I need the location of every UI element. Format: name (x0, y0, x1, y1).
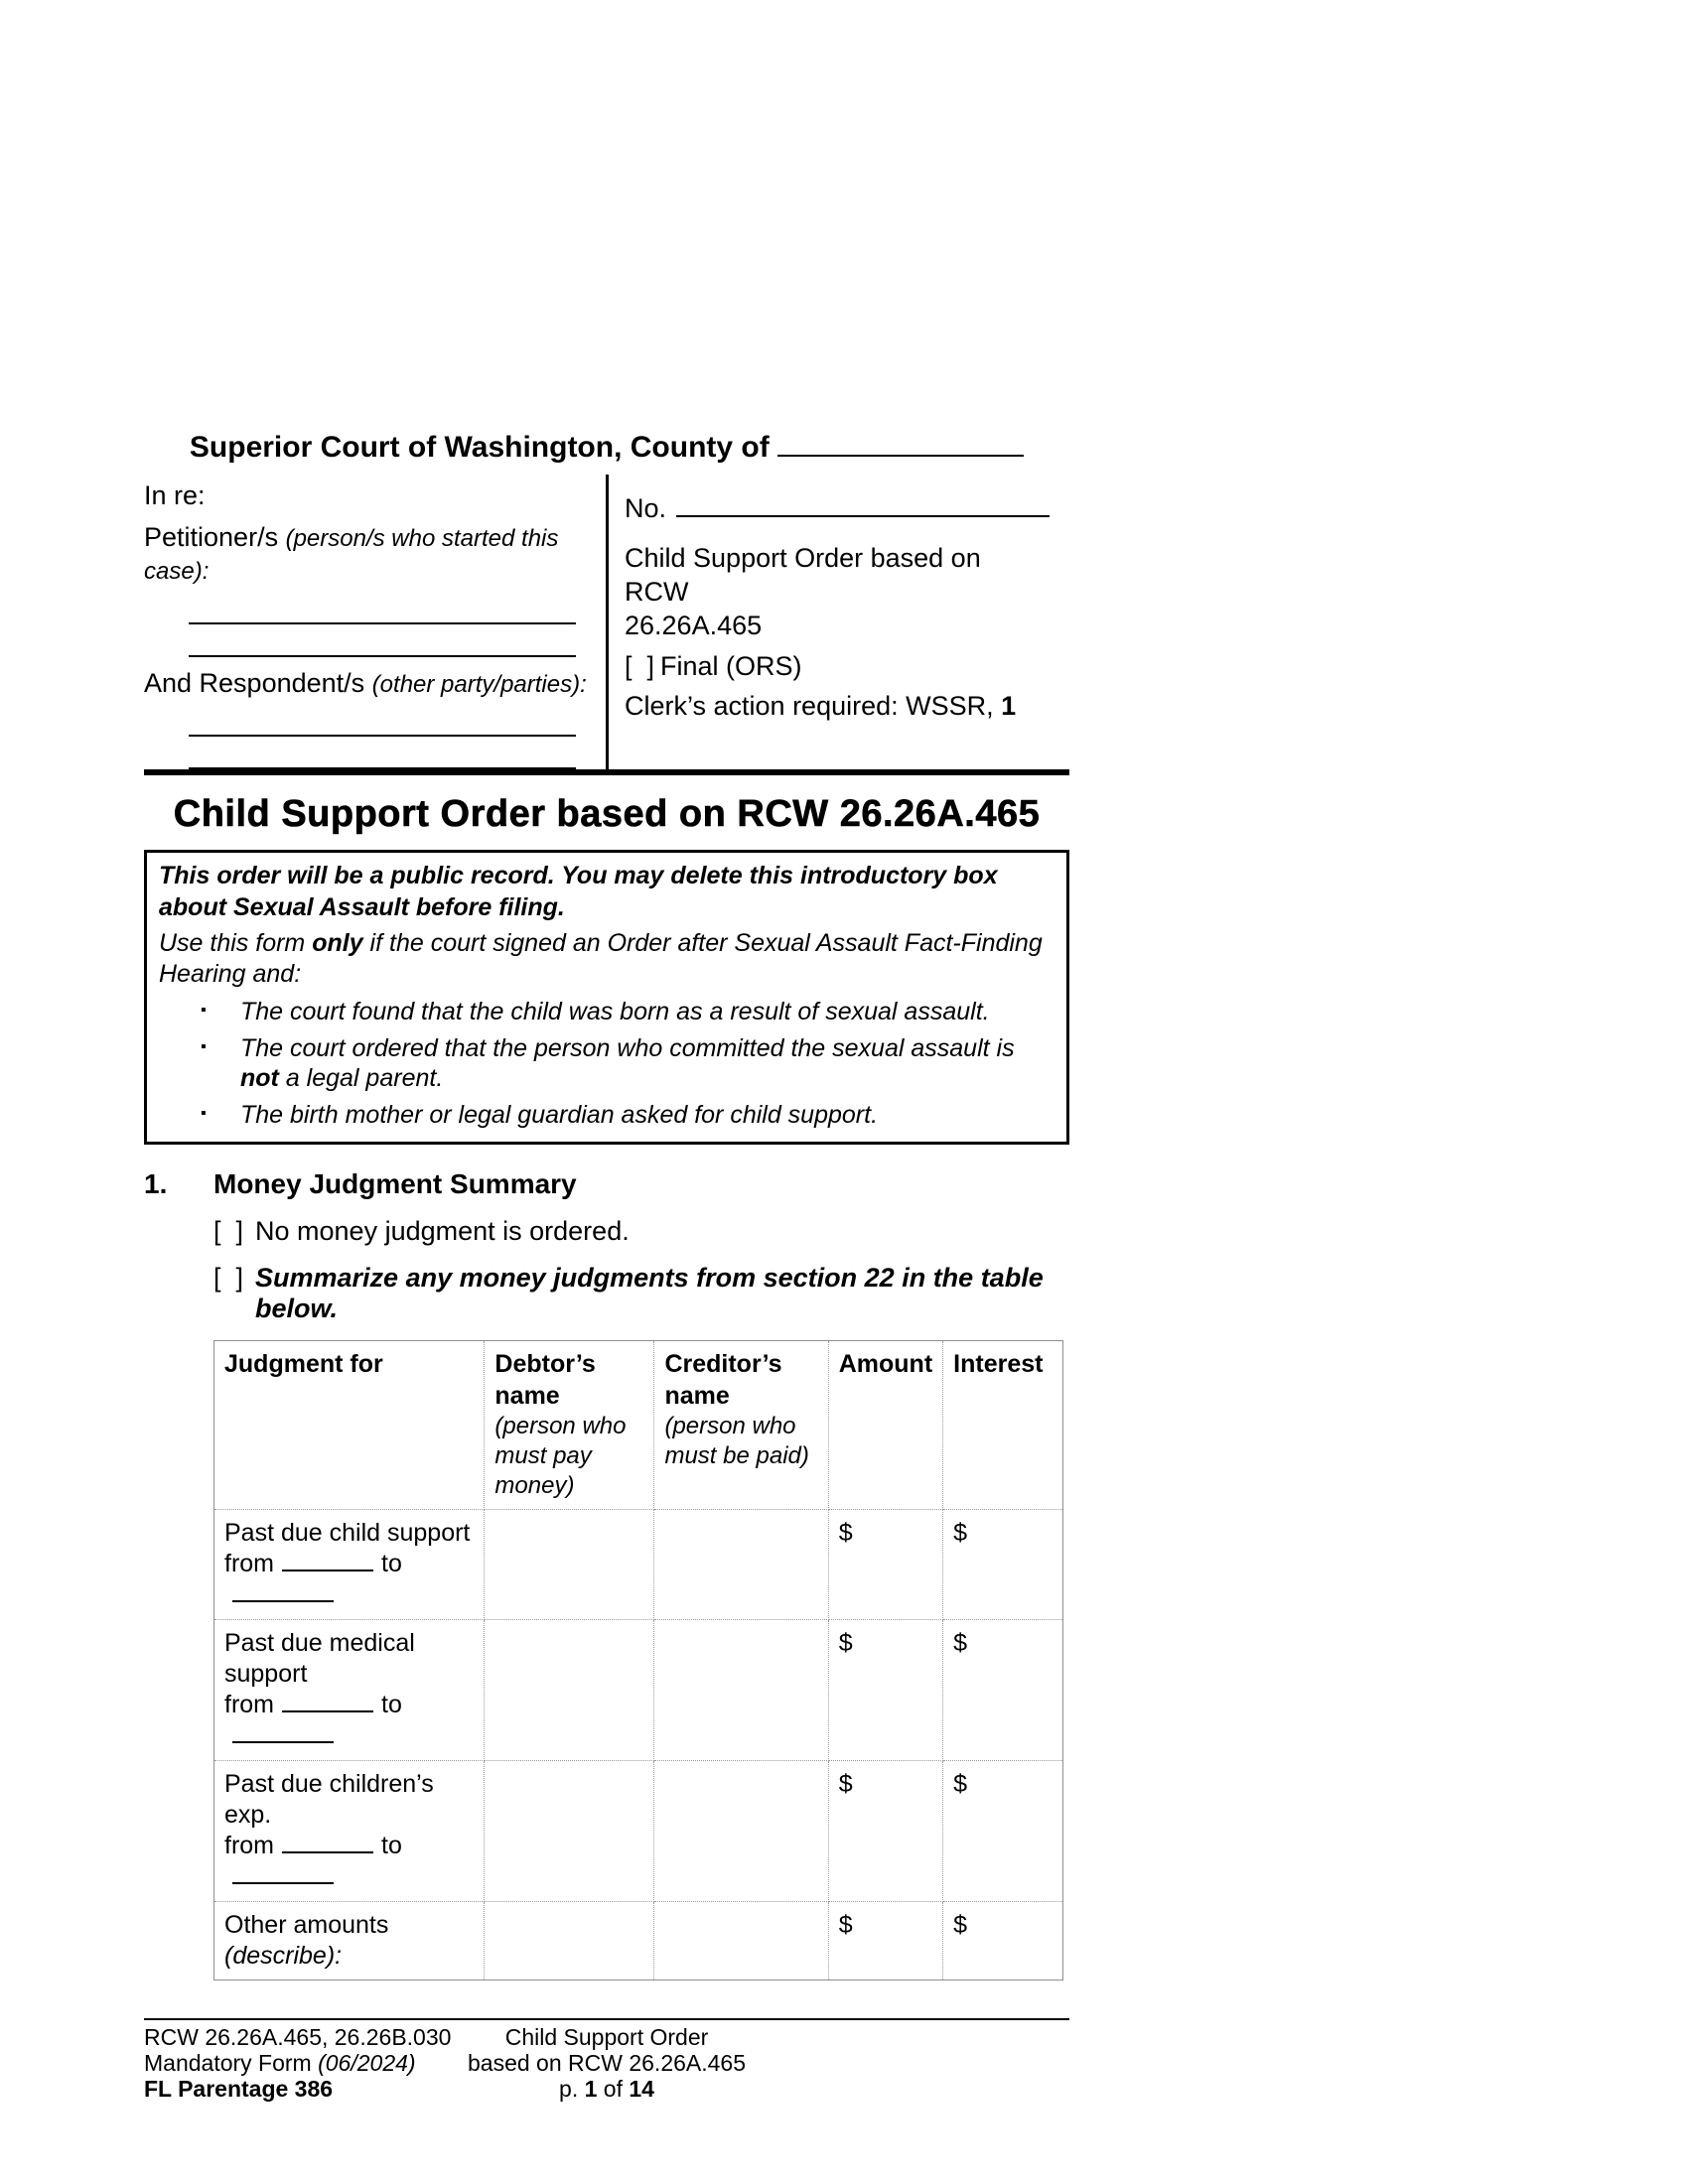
row-label-hint: (describe): (224, 1941, 343, 1970)
interest-cell: $ (943, 1901, 1063, 1980)
footer-form-date: (06/2024) (318, 2049, 416, 2076)
page-title: Child Support Order based on RCW 26.26A.465 (173, 793, 1041, 836)
intro-bullet-3-text (240, 1100, 878, 1130)
from-label: from (224, 1550, 274, 1578)
in-re-label: In re: (144, 480, 206, 510)
page-of-label: of (597, 2075, 630, 2102)
from-blank-line (282, 1832, 373, 1854)
to-blank-line (232, 1721, 334, 1744)
summarize-option (213, 1263, 1069, 1324)
bullet-2-bold: not (240, 1064, 279, 1093)
caption-court-info (609, 475, 1069, 769)
respondents-label (144, 667, 606, 700)
petitioners-label-text: Petitioner/s (144, 522, 279, 552)
caption-parties (144, 475, 606, 769)
debtor-name-cell (485, 1509, 654, 1619)
respondent-blank-line-2 (189, 737, 576, 769)
intro-bullet-1-text (240, 997, 990, 1026)
intro-use-bold: only (312, 928, 363, 957)
intro-public-record-line: This order will be a public record. You may delete this introductory box about Sexual Assault before filing. (159, 862, 998, 921)
col-header-debtor (485, 1341, 654, 1510)
petitioner-blank-line-1 (189, 587, 576, 624)
judgment-for-cell (214, 1619, 485, 1760)
no-judgment-checkbox: [ ] (213, 1216, 244, 1247)
money-judgment-table (213, 1340, 1063, 1980)
interest-cell: $ (943, 1619, 1063, 1760)
creditor-name-cell (654, 1760, 828, 1901)
section-1-number: 1. (144, 1168, 168, 1200)
row-label: Past due medical support (224, 1628, 415, 1688)
footer-mandatory-form-text: Mandatory Form (144, 2049, 319, 2076)
clerks-action-number: 1 (1001, 691, 1017, 722)
col-header-amount: Amount (828, 1341, 942, 1510)
respondents-label-text: And Respondent/s (144, 667, 365, 698)
from-label: from (224, 1691, 274, 1719)
footer-form-number: FL Parentage 386 (144, 2075, 334, 2102)
final-label: Final (ORS) (660, 651, 802, 682)
bullet-3-pre: The birth mother or legal guardian asked for child support. (240, 1101, 879, 1130)
debtor-header-text: Debtor’s name (494, 1350, 596, 1410)
creditor-name-cell (654, 1509, 828, 1619)
footer-right-spacer (761, 2025, 1069, 2102)
footer-rcw-line: RCW 26.26A.465, 26.26B.030 (144, 2024, 452, 2051)
creditor-name-cell (654, 1619, 828, 1760)
bullet-2-post: a legal parent. (278, 1064, 444, 1093)
page-current: 1 (584, 2075, 598, 2102)
from-blank-line (282, 1550, 373, 1572)
summarize-checkbox: [ ] (213, 1263, 244, 1294)
intro-box (144, 850, 1069, 1145)
creditor-name-cell (654, 1901, 828, 1980)
intro-bullet-2-text (240, 1033, 1053, 1093)
table-row-other-amounts (214, 1901, 1063, 1980)
debtor-name-cell (485, 1760, 654, 1901)
bullet-2-pre: The court ordered that the person who committed the sexual assault is (240, 1034, 1015, 1063)
footer-mandatory-form-line (144, 2051, 453, 2077)
intro-bullet-2 (201, 1033, 1053, 1093)
intro-use-post: if the court signed an Order after Sexual Assault Fact-Finding Hearing and: (159, 928, 1043, 989)
to-label: to (381, 1550, 402, 1578)
table-row-past-due-child-support (214, 1509, 1063, 1619)
judgment-for-cell (214, 1901, 485, 1980)
debtor-header-hint: (person who must pay money) (494, 1412, 627, 1499)
amount-cell: $ (828, 1509, 942, 1619)
county-blank-line (777, 427, 1024, 457)
row-label: Past due child support (224, 1518, 471, 1547)
clerks-action-line (625, 691, 1050, 722)
intro-use-only-line (159, 928, 1053, 991)
judgment-for-cell (214, 1760, 485, 1901)
case-number-label: No. (625, 493, 667, 523)
page-total: 14 (629, 2075, 654, 2102)
section-1-title: Money Judgment Summary (213, 1168, 577, 1200)
from-blank-line (282, 1691, 373, 1713)
amount-cell: $ (828, 1619, 942, 1760)
table-header-row (214, 1341, 1063, 1510)
creditor-header-text: Creditor’s name (664, 1350, 782, 1410)
to-blank-line (232, 1580, 334, 1603)
square-bullet-icon: ▪ (201, 1105, 207, 1123)
bullet-1-pre: The court found that the child was born as a result of sexual assault. (240, 998, 990, 1026)
order-type-line2: 26.26A.465 (625, 610, 763, 640)
final-ors-line (625, 651, 1050, 682)
col-header-judgment-for: Judgment for (214, 1341, 485, 1510)
final-checkbox: [ ] (625, 651, 655, 682)
respondent-blank-line-1 (189, 699, 576, 737)
creditor-header-hint: (person who must be paid) (664, 1412, 809, 1469)
to-label: to (381, 1691, 402, 1719)
petitioners-hint: (person/s who started this case): (144, 525, 559, 585)
interest-cell: $ (943, 1760, 1063, 1901)
clerks-action-text: Clerk’s action required: WSSR, (625, 691, 994, 722)
petitioner-blank-line-2 (189, 624, 576, 657)
col-header-interest: Interest (943, 1341, 1063, 1510)
table-row-past-due-childrens-exp (214, 1760, 1063, 1901)
amount-cell: $ (828, 1901, 942, 1980)
page-label: p. (559, 2075, 585, 2102)
footer-center (453, 2025, 762, 2102)
footer-page-number (453, 2077, 762, 2103)
order-type-line1: Child Support Order based on RCW (625, 543, 981, 607)
to-label: to (381, 1832, 402, 1860)
case-number-line (625, 490, 1050, 524)
no-judgment-option (213, 1216, 1069, 1247)
intro-bullet-3 (201, 1100, 1053, 1130)
section-1-heading (144, 1168, 1069, 1200)
summarize-label: Summarize any money judgments from section 22 in the table below. (255, 1263, 1044, 1324)
intro-use-pre: Use this form (159, 928, 313, 957)
footer-doc-title-line2: based on RCW 26.26A.465 (468, 2049, 747, 2076)
square-bullet-icon: ▪ (201, 1002, 207, 1020)
square-bullet-icon: ▪ (201, 1038, 207, 1056)
from-label: from (224, 1832, 274, 1860)
no-judgment-label: No money judgment is ordered. (255, 1216, 630, 1247)
page-footer (144, 2018, 1069, 2102)
amount-cell: $ (828, 1760, 942, 1901)
col-header-creditor (654, 1341, 828, 1510)
petitioners-label (144, 521, 606, 587)
footer-doc-title-line1: Child Support Order (504, 2024, 709, 2051)
table-row-past-due-medical-support (214, 1619, 1063, 1760)
court-heading (144, 427, 1069, 465)
respondents-hint: (other party/parties): (371, 670, 587, 698)
case-number-blank (676, 490, 1050, 517)
page-content (144, 0, 1069, 2102)
row-label: Other amounts (224, 1910, 389, 1939)
court-heading-text: Superior Court of Washington, County of (189, 431, 770, 464)
footer-left (144, 2025, 453, 2102)
interest-cell: $ (943, 1509, 1063, 1619)
case-caption (144, 475, 1069, 775)
row-label: Past due children’s exp. (224, 1769, 434, 1829)
judgment-for-cell (214, 1509, 485, 1619)
debtor-name-cell (485, 1619, 654, 1760)
to-blank-line (232, 1862, 334, 1885)
intro-bullet-1 (201, 997, 1053, 1026)
debtor-name-cell (485, 1901, 654, 1980)
order-type-title (625, 542, 1050, 642)
